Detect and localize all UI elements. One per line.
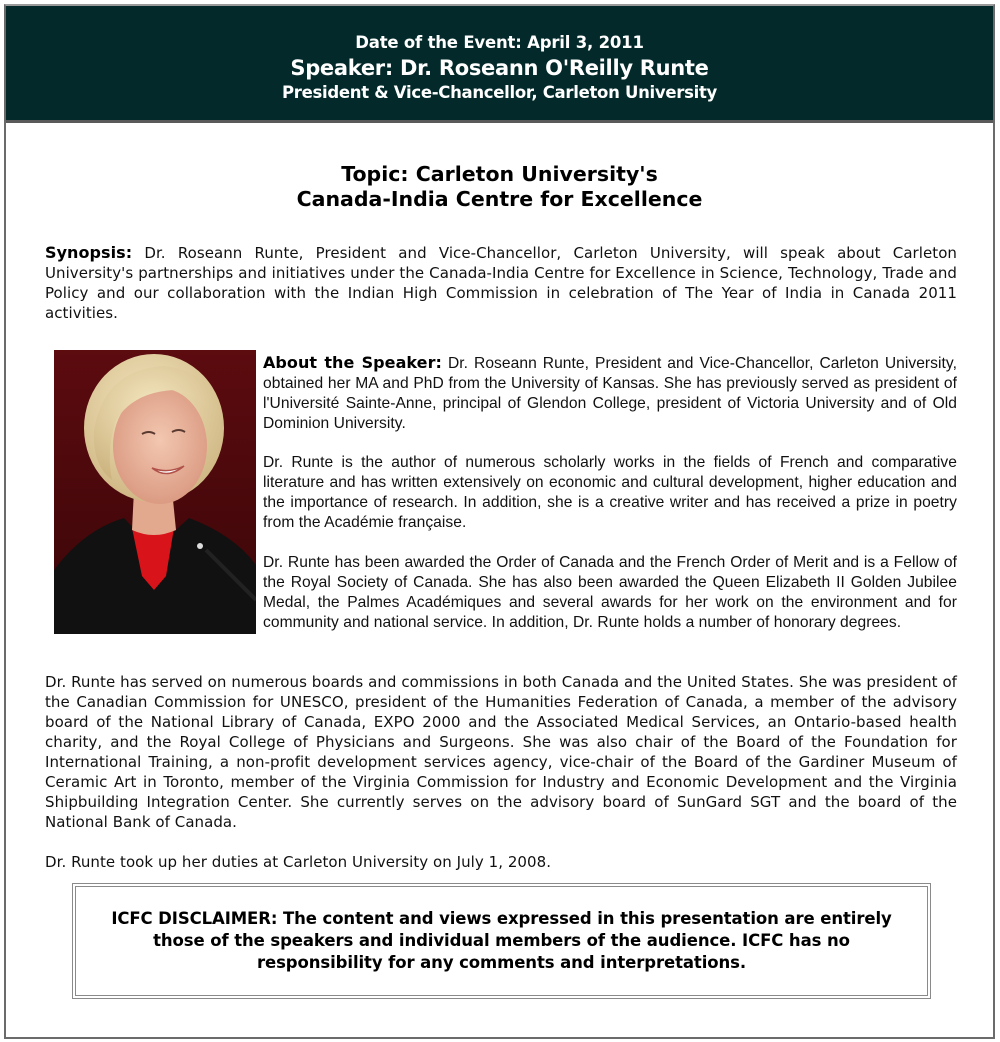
about-speaker-paragraph-2: Dr. Runte is the author of numerous scholarly works in the fields of French and comparative literature and has written extensively on economic and cultural development, higher education and the importance of research. In addition, she is a creative writer and has received a prize in poetry from the Académie française. [263,454,957,531]
topic-line-1: Topic: Carleton University's [341,162,658,186]
about-speaker-label: About the Speaker: [263,353,442,372]
duties-paragraph: Dr. Runte took up her duties at Carleton University on July 1, 2008. [45,853,552,871]
synopsis-paragraph [45,243,957,323]
speaker-role: President & Vice-Chancellor, Carleton University [282,83,717,102]
event-page [4,4,995,1039]
speaker-photo [54,350,256,634]
boards-paragraph: Dr. Runte has served on numerous boards and commissions in both Canada and the United States. She was president of the Canadian Commission for UNESCO, president of the Humanities Federation of Canada, a member of the advisory board of the National Library of Canada, EXPO 2000 and the Associated Medical Services, an Ontario-based health charity, and the Royal College of Physicians and Surgeons. She was also chair of the Board of the Foundation for International Training, a non-profit development services agency, vice-chair of the Board of the Gardiner Museum of Ceramic Art in Toronto, member of the Virginia Commission for Industry and Economic Development and the Virginia Shipbuilding Integration Center. She currently serves on the advisory board of SunGard SGT and the board of the National Bank of Canada. [45,673,957,831]
portrait-image [54,350,256,634]
event-header [6,6,993,123]
event-date: Date of the Event: April 3, 2011 [355,33,644,52]
about-speaker-paragraph-1 [263,353,957,434]
disclaimer-box [72,883,931,999]
about-speaker-text-1: Dr. Roseann Runte, President and Vice-Chancellor, Carleton University, obtained her MA and PhD from the University of Kansas. She has previously served as president of l'Université Sainte-Anne, principal of Glendon College, president of Victoria University and of Old Dominion University. [263,355,957,432]
synopsis-text: Dr. Roseann Runte, President and Vice-Chancellor, Carleton University, will speak about Carleton University's partnerships and initiatives under the Canada-India Centre for Excellence in Science, Technology, Trade and Policy and our collaboration with the Indian High Commission in celebration of The Year of India in Canada 2011 activities. [45,244,957,322]
speaker-name: Speaker: Dr. Roseann O'Reilly Runte [290,56,709,80]
topic-line-2: Canada-India Centre for Excellence [296,187,703,211]
topic-title [6,162,993,212]
about-speaker-paragraph-3: Dr. Runte has been awarded the Order of Canada and the French Order of Merit and is a Fellow of the Royal Society of Canada. She has also been awarded the Queen Elizabeth II Golden Jubilee Medal, the Palmes Académiques and several awards for her work on the environment and for community and national service. In addition, Dr. Runte holds a number of honorary degrees. [263,554,957,631]
synopsis-label: Synopsis: [45,243,133,262]
disclaimer-text: ICFC DISCLAIMER: The content and views expressed in this presentation are entirely those of the speakers and individual members of the audience. ICFC has no responsibility for any comments and interpretations. [111,909,892,972]
